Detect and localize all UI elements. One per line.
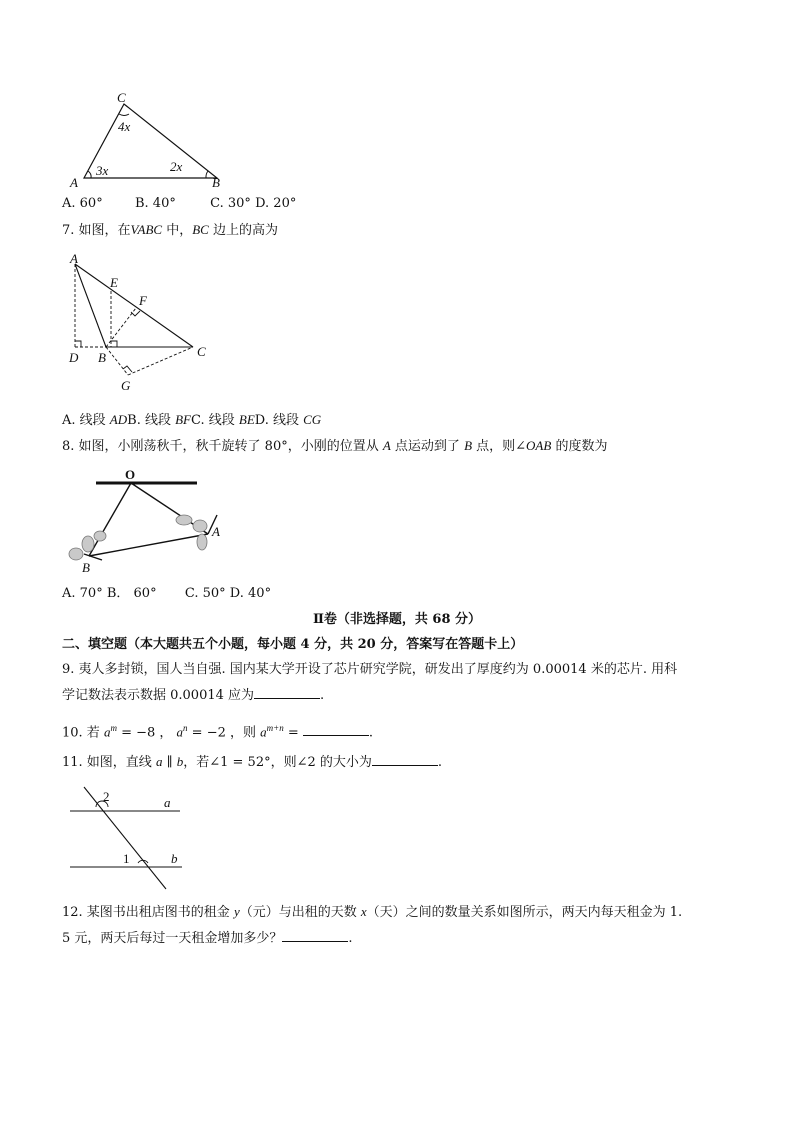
q9-answer-blank[interactable] (254, 686, 320, 699)
altitude-figure (62, 250, 222, 390)
q6-option-a[interactable]: A. 60° (62, 196, 103, 211)
q10-answer-blank[interactable] (303, 723, 369, 736)
q7-option-b[interactable]: B. 线段 BF (127, 412, 191, 428)
triangle-abc-figure (62, 88, 232, 190)
q8-option-b[interactable]: B． 60° (106, 586, 157, 601)
label-c: C (197, 344, 206, 359)
angle-1-label: 1 (123, 851, 130, 866)
q7-option-a[interactable]: A. 线段 AD (62, 412, 128, 428)
angle-a-label: 3x (96, 163, 109, 178)
parallel-lines-figure (62, 785, 192, 891)
label-b: B (82, 560, 90, 575)
q12-line1: 12. 某图书出租店图书的租金 y（元）与出租的天数 x（天）之间的数量关系如图所示，两天内每天租金为 1. (62, 904, 683, 920)
q12-answer-blank[interactable] (282, 929, 348, 942)
label-b: B (212, 175, 220, 190)
angle-c-label: 4x (118, 119, 131, 134)
q7-option-d[interactable]: D. 线段 CG (254, 412, 322, 428)
label-e: E (110, 275, 118, 290)
angle-b-label: 2x (170, 159, 183, 174)
q7-options (62, 411, 321, 430)
label-o: O (125, 467, 136, 482)
q8-options (62, 585, 271, 603)
q8-option-a[interactable]: A. 70° (62, 586, 103, 601)
label-a: A (70, 251, 78, 266)
angle-2-label: 2 (103, 789, 110, 804)
label-a: A (70, 175, 78, 190)
q6-options (62, 195, 296, 213)
label-c: C (117, 90, 126, 105)
section-title: Ⅱ卷（非选择题，共 68 分） (312, 612, 482, 627)
q11-stem: 11. 如图，直线 a ∥ b，若∠1 = 52°，则∠2 的大小为 . (62, 754, 443, 770)
line-a-label: a (164, 795, 171, 810)
swing-figure (62, 466, 232, 578)
q12-line2: 5 元，两天后每过一天租金增加多少？ . (62, 931, 353, 946)
q8-stem: 8. 如图，小刚荡秋千，秋千旋转了 80°，小刚的位置从 A 点运动到了 B 点，则∠OAB 的度数为 (62, 438, 608, 454)
q6-option-c[interactable]: C. 30° (210, 196, 251, 211)
q8-option-d[interactable]: D. 40° (229, 586, 272, 601)
q8-option-c[interactable]: C. 50° (184, 586, 226, 601)
label-d: D (69, 350, 79, 365)
q6-option-d[interactable]: D. 20° (255, 196, 297, 211)
label-f: F (139, 293, 147, 308)
q7-stem: 7. 如图，在VABC 中，BC 边上的高为 (62, 222, 278, 238)
q11-answer-blank[interactable] (372, 753, 438, 766)
label-a: A (212, 524, 220, 539)
part2-heading: 二、填空题（本大题共五个小题，每小题 4 分，共 20 分，答案写在答题卡上） (62, 637, 524, 652)
q9-line1: 9. 夷人多封锁，国人当自强. 国内某大学开设了芯片研究学院，研发出了厚度约为 0.00014 米的芯片. 用科 (62, 662, 678, 677)
child-at-a (176, 515, 207, 550)
q10-stem: 10. 若 $a^m = -8$ ， $a^n = -2$ ，则 $a^{m+n}$ = . (62, 723, 374, 741)
label-b: B (98, 350, 106, 365)
q9-line2: 学记数法表示数据 0.00014 应为 . (62, 688, 325, 703)
q6-option-b[interactable]: B. 40° (134, 196, 176, 211)
q7-option-c[interactable]: C. 线段 BE (190, 412, 255, 428)
line-b-label: b (171, 851, 178, 866)
label-g: G (121, 378, 131, 390)
